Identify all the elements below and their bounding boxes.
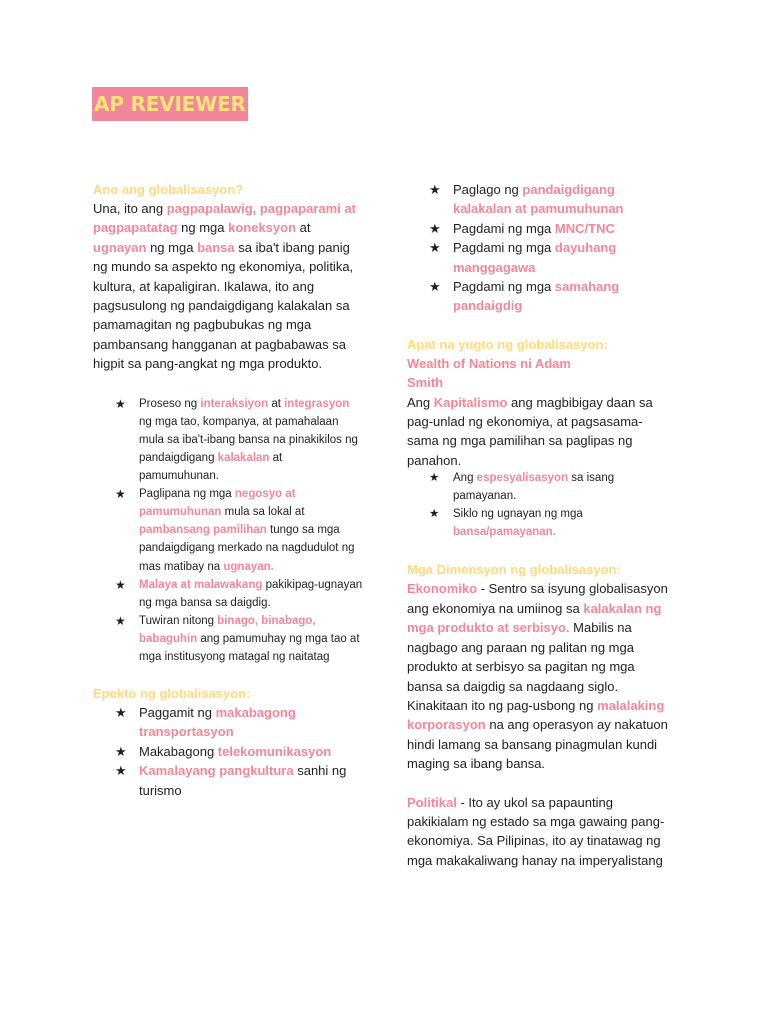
star-bullet-icon: ★ (115, 487, 126, 502)
page-title: AP REVIEWER (92, 87, 248, 121)
star-bullet-icon: ★ (115, 743, 127, 759)
growth-list (407, 180, 669, 316)
keyword: negosyo at pamumuhunan (139, 488, 296, 519)
text-run: tungo sa mga pandaigdigang merkado na nagdudulot ng mas matibay na (139, 524, 355, 573)
text-run: ang magbibigay daan sa pag-unlad ng ekonomiya, at pagsasama-sama ng mga pamilihan sa paglipas ng panahon. (407, 394, 653, 468)
list-item (93, 612, 365, 666)
text-run: ang pamumuhay ng mga tao at mga institusyong matagal ng naitatag (139, 632, 360, 663)
text-run: at pamumuhunan. (139, 451, 283, 483)
heading-mga-dimensyon: Mga Dimensyon ng globalisasyon: (407, 562, 621, 578)
text-run: Pagdami ng mga (453, 220, 555, 236)
heading-epekto: Epekto ng globalisasyon: (93, 686, 251, 702)
keyword: pambansang pamilihan (139, 524, 267, 537)
star-bullet-icon: ★ (429, 472, 440, 485)
text-run: Siklo ng ugnayan ng mga (453, 507, 583, 520)
text-run: at (296, 220, 311, 236)
keyword: integrasyon (284, 397, 350, 410)
text-run: pakikipag-ugnayan ng mga bansa sa daigdig. (139, 578, 363, 609)
keyword: pagpapalawig, pagpaparami at pagpapatatag (93, 201, 356, 236)
star-bullet-icon: ★ (429, 240, 441, 256)
text-run: at (268, 397, 285, 410)
text-run: ng mga (177, 220, 229, 236)
keyword: Kamalayang pangkultura (139, 763, 294, 779)
star-bullet-icon: ★ (115, 577, 126, 592)
keyword: koneksyon (228, 220, 297, 236)
keyword: Ekonomiko (407, 581, 478, 597)
keyword: bansa (197, 239, 235, 255)
text-run: Ang (407, 394, 434, 410)
list-item (407, 470, 669, 506)
left-column (93, 180, 365, 800)
text-run: sa isang pamayanan. (453, 472, 615, 503)
heading-apat-na-yugto: Apat na yugto ng globalisasyon: (407, 336, 608, 352)
kapitalismo-paragraph (407, 393, 669, 471)
text-run: Paglipana ng mga (139, 488, 235, 501)
keyword: dayuhang manggagawa (453, 240, 617, 275)
list-item (93, 576, 365, 612)
text-run: Makabagong (139, 743, 218, 759)
keyword: interaksiyon (200, 397, 269, 410)
ekonomiko-paragraph (407, 579, 669, 773)
keyword: ugnayan (93, 239, 147, 255)
text-run: Paggamit ng (139, 705, 216, 721)
text-run: Mabilis na nagbago ang paraan ng palitan ng mga produkto at serbisyo sa pagitan ng mga bansa sa daigdig sa nagdaang siglo. Kinakitaan ito ng pag-usbong ng (407, 620, 635, 713)
text-run: sanhi ng turismo (139, 763, 347, 798)
keyword: Politikal (407, 794, 457, 810)
keyword: Malaya at malawakang (139, 578, 263, 591)
keyword: Kapitalismo (433, 394, 508, 410)
kapitalismo-list (407, 470, 669, 541)
keyword: MNC/TNC (554, 220, 615, 236)
text-run: Pagdami ng mga (453, 279, 555, 295)
list-item (407, 277, 669, 316)
keyword: ugnayan. (223, 560, 274, 573)
star-bullet-icon: ★ (429, 182, 441, 197)
keyword: pandaigdigang kalakalan at pamumuhunan (453, 182, 624, 217)
star-bullet-icon: ★ (115, 705, 127, 721)
text-run: - Ito ay ukol sa papaunting pakikialam ng estado sa mga gawaing pang-ekonomiya. Sa Pilipinas, ito ay tinatawag ng mga makakaliwang hanay na imperyalistang (407, 794, 665, 868)
list-item (93, 703, 365, 742)
subheading-wealth-of-nations: Wealth of Nations ni Adam Smith (407, 355, 571, 391)
text-run: Proseso ng (139, 397, 201, 410)
text-run: Una, ito ang (93, 201, 167, 216)
keyword: kalakalan ng mga produkto at serbisyo. (407, 600, 662, 636)
star-bullet-icon: ★ (115, 396, 126, 411)
list-item (93, 395, 365, 485)
right-column (407, 180, 669, 870)
list-item (407, 506, 669, 542)
text-run: - Sentro sa isyung globalisasyon ang ekonomiya na umiinog sa (407, 581, 668, 616)
text-run: sa iba't ibang panig ng mundo sa aspekto ng ekonomiya, politika, kultura, at kapaligiran. Ikalawa, ito ang pagsusulong ng pandaigdigang kalakalan sa pamamagitan ng pagbubukas ng mga pambansang hangganan at pagbabawas sa higpit sa pang-angkat ng mga produkto. (93, 239, 354, 372)
text-run: Pagdami ng mga (453, 240, 555, 256)
keyword: malalaking korporasyon (407, 697, 665, 733)
list-item (93, 742, 365, 761)
keyword: samahang pandaigdig (453, 279, 620, 314)
definition-list (93, 395, 365, 666)
text-run: Paglago ng (453, 182, 523, 197)
keyword: telekomunikasyon (217, 743, 332, 759)
star-bullet-icon: ★ (429, 279, 441, 295)
keyword: makabagong transportasyon (139, 705, 296, 740)
list-item (93, 485, 365, 575)
text-run: na ang operasyon ay nakatuon hindi lamang sa bansang pinagmulan kundi maging sa ibang bansa. (407, 717, 668, 772)
keyword: kalakalan (217, 451, 270, 464)
list-item (407, 180, 669, 219)
list-item (93, 761, 365, 800)
keyword: binago, binabago, babaguhin (139, 614, 316, 645)
star-bullet-icon: ★ (115, 763, 127, 779)
star-bullet-icon: ★ (115, 613, 126, 628)
text-run: Tuwiran nitong (139, 614, 218, 627)
effects-list (93, 703, 365, 800)
intro-paragraph (93, 199, 365, 374)
star-bullet-icon: ★ (429, 507, 440, 520)
list-item (407, 219, 669, 238)
star-bullet-icon: ★ (429, 220, 441, 236)
politikal-paragraph (407, 793, 669, 871)
list-item (407, 238, 669, 277)
text-run: mula sa lokal at (221, 506, 305, 519)
heading-ano-ang-globalisasyon: Ano ang globalisasyon? (93, 182, 244, 197)
text-run: ng mga tao, kompanya, at pamahalaan mula sa iba't-ibang bansa na pinakikilos ng pandaigdigang (139, 415, 358, 464)
keyword: bansa/pamayanan. (453, 525, 556, 538)
keyword: espesyalisasyon (476, 472, 569, 485)
text-run: Ang (453, 472, 477, 485)
text-run: ng mga (146, 239, 198, 255)
